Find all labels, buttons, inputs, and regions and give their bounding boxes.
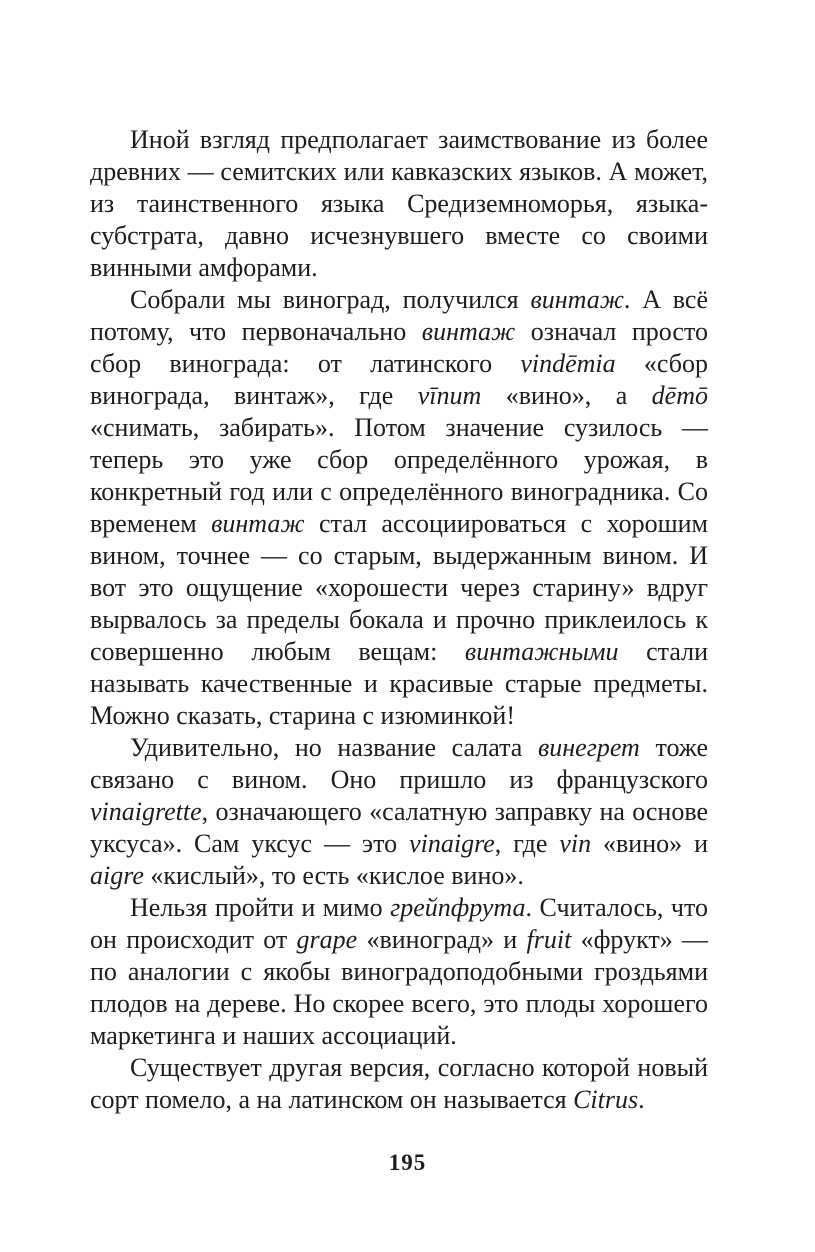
italic-run: винтаж (530, 285, 624, 314)
text-run: «сбор винограда, винтаж», где (90, 349, 708, 410)
page-text-block (90, 124, 708, 1116)
text-run: , где (494, 829, 560, 858)
text-run: «фрукт» — по аналогии с якобы виноградоподобными гроздьями плодов на дереве. Но скорее всего, это плоды хорошего маркетинга и наших ассоциаций. (90, 925, 708, 1050)
text-run: Иной взгляд предполагает заимствование из более древних — семитских или кавказских языков. А может, из таинственного языка Средиземноморья, языка-субстрата, давно исчезнувшего вместе со своими винными амфорами. (90, 125, 708, 282)
text-run: стали называть качественные и красивые старые предметы. Можно сказать, старина с изюминкой! (90, 637, 708, 730)
italic-run: грейпфрута (390, 893, 526, 922)
text-run: . А всё потому, что первоначально (90, 285, 709, 346)
text-run: Существует другая версия, согласно которой новый сорт помело, а на латинском он называется (90, 1053, 708, 1114)
page-number: 195 (388, 1150, 427, 1175)
italic-run: vinaigre (409, 829, 495, 858)
italic-run: винтаж (421, 317, 516, 346)
text-run: стал ассоциироваться с хорошим вином, точнее — со старым, выдержанным вином. И вот это ощущение «хорошести через старину» вдруг вырвалось за пределы бокала и прочно приклеилось к совершенно любым вещам: (90, 509, 708, 666)
text-run: «виноград» и (357, 925, 527, 954)
italic-run: aigre (90, 861, 144, 890)
text-run: тоже связано с вином. Оно пришло из французского (90, 733, 708, 794)
text-run: Нельзя пройти и мимо (130, 893, 391, 922)
italic-run: винтажными (464, 637, 619, 666)
italic-run: Citrus (573, 1085, 639, 1114)
text-run: Собрали мы виноград, получился (130, 285, 531, 314)
text-run: «вино», а (481, 381, 652, 410)
paragraph (90, 1052, 708, 1116)
italic-run: vindēmia (520, 349, 616, 378)
paragraph (90, 124, 708, 284)
italic-run: винтаж (211, 509, 305, 538)
italic-run: vin (559, 829, 592, 858)
italic-run: винегрет (537, 733, 640, 762)
paragraph (90, 284, 708, 732)
italic-run: dēmō (651, 381, 708, 410)
paragraph (90, 732, 708, 892)
text-run: . Считалось, что он происходит от (90, 893, 708, 954)
text-run: Удивительно, но название салата (130, 733, 538, 762)
italic-run: grape (296, 925, 358, 954)
italic-run: vinaigrette (90, 797, 202, 826)
italic-run: vīnum (417, 381, 482, 410)
text-run: . (638, 1085, 645, 1114)
paragraph (90, 892, 708, 1052)
text-run: «вино» и (591, 829, 708, 858)
italic-run: fruit (526, 925, 572, 954)
text-run: «кислый», то есть «кислое вино». (143, 861, 524, 890)
text-run: означал просто сбор винограда: от латинского (90, 317, 708, 378)
text-run: , означающего «салатную заправку на основе уксуса». Сам уксус — это (90, 797, 708, 858)
text-run: «снимать, забирать». Потом значение сузилось — теперь это уже сбор определённого урожая, в конкретный год или с определённого виноградника. Со временем (90, 413, 708, 538)
